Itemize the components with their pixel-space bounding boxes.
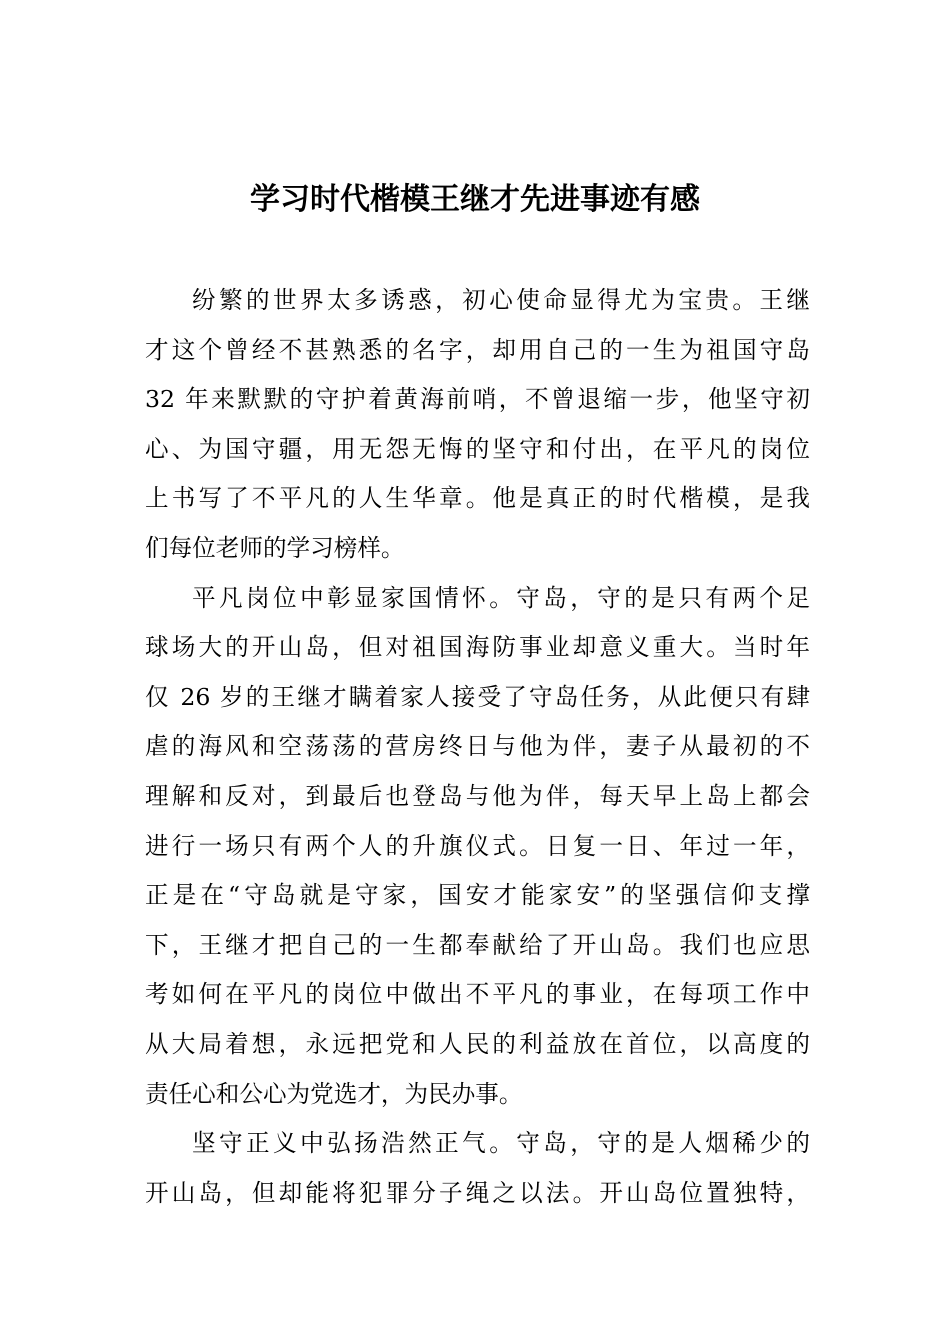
- paragraph-line: 仅 26 岁的王继才瞒着家人接受了守岛任务，从此便只有肆: [145, 682, 810, 711]
- paragraph-family-and-country: [145, 574, 810, 1120]
- paragraph-line: 纷繁的世界太多诱惑，初心使命显得尤为宝贵。王继: [192, 286, 810, 314]
- paragraph-line: 虐的海风和空荡荡的营房终日与他为伴，妻子从最初的不: [145, 732, 810, 761]
- paragraph-line: 考如何在平凡的岗位中做出不平凡的事业，在每项工作中: [145, 980, 810, 1009]
- paragraph-line: 坚守正义中弘扬浩然正气。守岛，守的是人烟稀少的: [192, 1129, 810, 1158]
- document-title: 学习时代楷模王继才先进事迹有感: [250, 182, 700, 217]
- paragraph-line: 责任心和公心为党选才，为民办事。: [145, 1079, 523, 1108]
- paragraph-line: 从大局着想，永远把党和人民的利益放在首位，以高度的: [145, 1029, 810, 1058]
- paragraph-line: 才这个曾经不甚熟悉的名字，却用自己的一生为祖国守岛: [145, 335, 810, 364]
- document-body: [145, 276, 810, 1218]
- paragraph-line: 上书写了不平凡的人生华章。他是真正的时代楷模，是我: [145, 484, 810, 513]
- paragraph-line: 下，王继才把自己的一生都奉献给了开山岛。我们也应思: [145, 930, 810, 959]
- paragraph-line: 开山岛，但却能将犯罪分子绳之以法。开山岛位置独特，: [145, 1178, 810, 1207]
- paragraph-line: 心、为国守疆，用无怨无悔的坚守和付出，在平凡的岗位: [145, 434, 810, 463]
- paragraph-line: 32 年来默默的守护着黄海前哨，不曾退缩一步，他坚守初: [145, 385, 810, 414]
- paragraph-line: 球场大的开山岛，但对祖国海防事业却意义重大。当时年: [145, 633, 810, 662]
- paragraph-intro: [145, 276, 810, 574]
- paragraph-line: 们每位老师的学习榜样。: [145, 533, 405, 562]
- paragraph-line: 理解和反对，到最后也登岛与他为伴，每天早上岛上都会: [145, 781, 810, 810]
- paragraph-justice: [145, 1119, 810, 1218]
- paragraph-line: 平凡岗位中彰显家国情怀。守岛，守的是只有两个足: [192, 583, 810, 612]
- paragraph-line: 进行一场只有两个人的升旗仪式。日复一日、年过一年，: [145, 831, 810, 860]
- paragraph-line: 正是在“守岛就是守家，国安才能家安”的坚强信仰支撑: [145, 881, 810, 910]
